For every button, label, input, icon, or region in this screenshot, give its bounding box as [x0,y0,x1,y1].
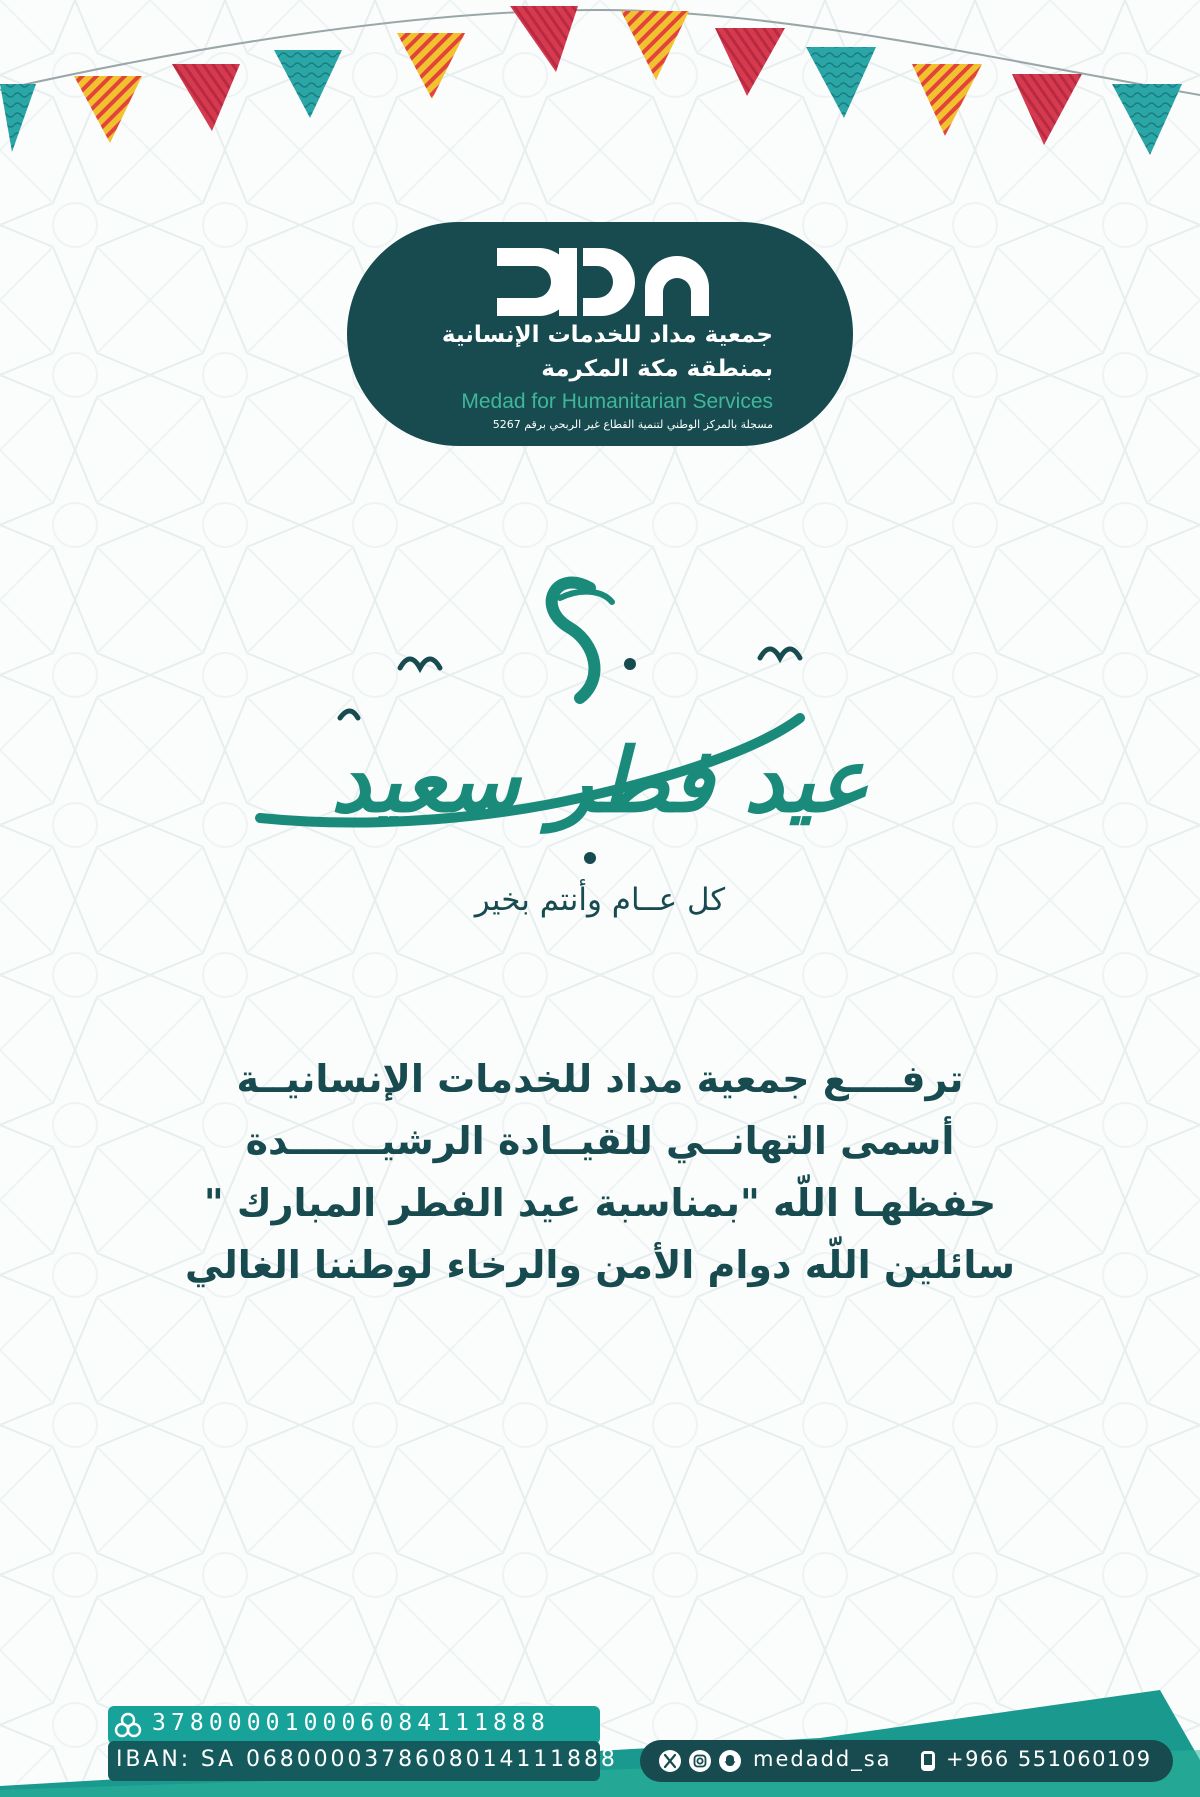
organization-region-ar: بمنطقة مكة المكرمة [541,356,773,382]
pennant [715,28,785,96]
message-line: سائلين اللّه دوام الأمن والرخاء لوطننا الغالي [185,1243,1015,1287]
registration-note: مسجلة بالمركز الوطني لتنمية القطاع غير الربحي برقم 5267 [492,418,773,431]
contact-bar [640,1740,1173,1782]
pennant [510,6,578,72]
iban-box [108,1741,618,1781]
festive-bunting [0,0,1200,170]
eid-title: عيد فطر سعيد [330,728,870,832]
iban-number: IBAN: SA 0680000378608014111888 [116,1747,618,1772]
pennant [806,47,876,118]
pennant [172,64,240,131]
medad-logo-mark [487,234,717,324]
pennant [397,33,465,99]
phone-icon [916,1749,940,1773]
instagram-icon[interactable] [688,1749,712,1773]
x-icon[interactable] [658,1749,682,1773]
eid-calligraphy [330,568,870,908]
pennant [274,50,342,118]
message-line: ترفــــع جمعية مداد للخدمات الإنسانيــة [236,1057,964,1101]
message-line: حفظهـا اللّه "بمناسبة عيد الفطر المبارك " [203,1181,997,1225]
eid-greeting: كل عــام وأنتم بخير [474,882,726,918]
organization-logo [347,222,853,446]
bank-account-number: 378000010006084111888 [152,1710,550,1736]
pennant [621,11,689,80]
organization-name-ar: جمعية مداد للخدمات الإنسانية [441,322,773,348]
pennant [1112,84,1182,155]
organization-name-en: Medad for Humanitarian Services [461,390,773,413]
pennant [74,76,142,143]
snapchat-icon[interactable] [718,1749,742,1773]
message-line: أسمى التهانــي للقيــادة الرشيـــــــدة [245,1119,955,1163]
congratulation-message [180,1048,1020,1296]
pennant [912,64,982,136]
pennant [0,84,36,152]
bank-icon [114,1711,142,1739]
bank-account-box [108,1706,600,1744]
social-handle[interactable]: medadd_sa [753,1747,892,1771]
pennant [1012,74,1082,145]
phone-number[interactable]: +966 551060109 [946,1747,1152,1771]
